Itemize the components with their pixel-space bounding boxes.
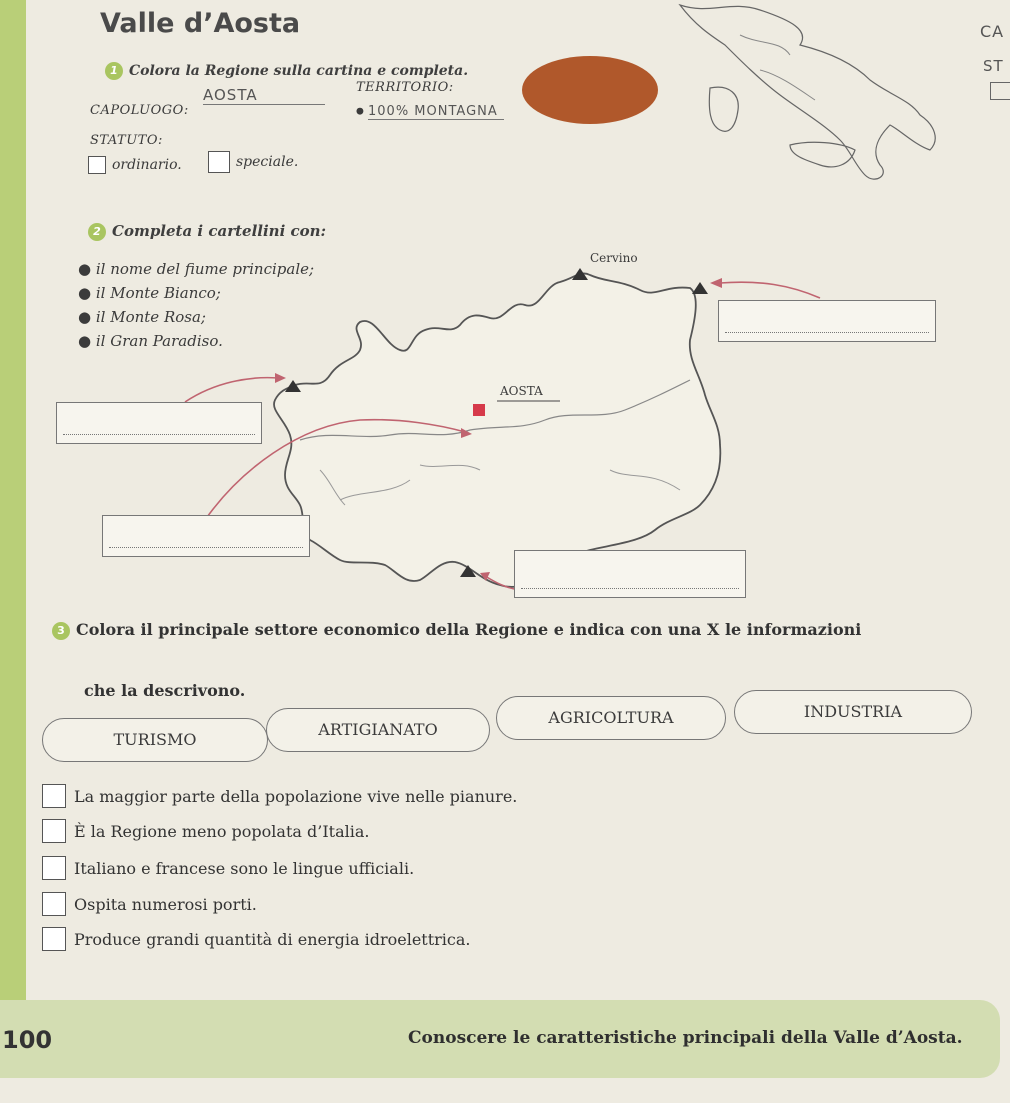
statement-row[interactable]	[42, 818, 369, 844]
sector-pill-industria[interactable]: INDUSTRIA	[734, 690, 972, 734]
label-box-fiume[interactable]	[102, 515, 310, 557]
statuto-label: STATUTO:	[90, 133, 163, 148]
q2-item: ● il Gran Paradiso.	[78, 332, 223, 350]
label-box-monte-rosa[interactable]	[718, 300, 936, 342]
statement-checkbox[interactable]	[42, 856, 66, 880]
statement-row[interactable]	[42, 855, 414, 881]
statement-checkbox[interactable]	[42, 892, 66, 916]
aosta-label: AOSTA	[500, 384, 543, 398]
statement-checkbox[interactable]	[42, 819, 66, 843]
sector-pill-turismo[interactable]: TURISMO	[42, 718, 268, 762]
statuto-ordinario-label: ordinario.	[112, 157, 182, 173]
edge-text-top: CA	[980, 22, 1005, 41]
q3-instruction-line1	[52, 620, 861, 640]
territorio-label: TERRITORIO:	[356, 80, 454, 95]
statement-checkbox[interactable]	[42, 784, 66, 808]
sector-pill-agricoltura[interactable]: AGRICOLTURA	[496, 696, 726, 740]
cervino-label: Cervino	[590, 251, 638, 265]
statement-row[interactable]	[42, 891, 257, 917]
page-title: Valle d’Aosta	[100, 8, 301, 39]
label-box-monte-bianco[interactable]	[56, 402, 262, 444]
statement-text: È la Regione meno popolata d’Italia.	[74, 821, 370, 841]
q2-item: ● il Monte Rosa;	[78, 308, 206, 326]
territorio-field[interactable]: ● 100% MONTAGNA	[356, 104, 504, 119]
q3-instruction-text: Colora il principale settore economico della Regione e indica con una X le informazioni	[76, 620, 862, 639]
statement-checkbox[interactable]	[42, 927, 66, 951]
q1-instruction-text: Colora la Regione sulla cartina e completa.	[129, 63, 469, 79]
capoluogo-label: CAPOLUOGO:	[90, 103, 189, 118]
edge-text-mid: ST	[983, 57, 1004, 75]
territorio-value: 100% MONTAGNA	[368, 104, 504, 120]
q2-number-badge: 2	[88, 223, 106, 241]
statement-row[interactable]	[42, 926, 471, 952]
statement-text: Ospita numerosi porti.	[74, 894, 257, 914]
arrow-head-icon	[275, 373, 286, 383]
footer-objective: Conoscere le caratteristiche principali della Valle d’Aosta.	[408, 1028, 963, 1048]
aosta-city-marker	[473, 404, 485, 416]
q2-item: ● il Monte Bianco;	[78, 284, 221, 302]
sector-pill-artigianato[interactable]: ARTIGIANATO	[266, 708, 490, 752]
q3-number-badge: 3	[52, 622, 70, 640]
statement-row[interactable]	[42, 783, 517, 809]
statement-text: Produce grandi quantità di energia idroelettrica.	[74, 929, 471, 949]
q1-number-badge: 1	[105, 62, 123, 80]
statement-text: Italiano e francese sono le lingue ufficiali.	[74, 858, 415, 878]
q3-instruction-line2: che la descrivono.	[84, 681, 246, 700]
region-outline	[274, 273, 720, 587]
arrow-head-icon	[710, 278, 722, 288]
capoluogo-value: AOSTA	[203, 86, 258, 104]
page-number: 100	[2, 1026, 53, 1054]
statement-text: La maggior parte della popolazione vive nelle pianure.	[74, 786, 518, 806]
q2-instruction-text: Completa i cartellini con:	[112, 222, 327, 240]
label-box-gran-paradiso[interactable]	[514, 550, 746, 598]
peak-monte-rosa-icon	[692, 282, 708, 294]
statuto-speciale-label: speciale.	[236, 154, 299, 170]
q2-item: ● il nome del fiume principale;	[78, 260, 315, 278]
